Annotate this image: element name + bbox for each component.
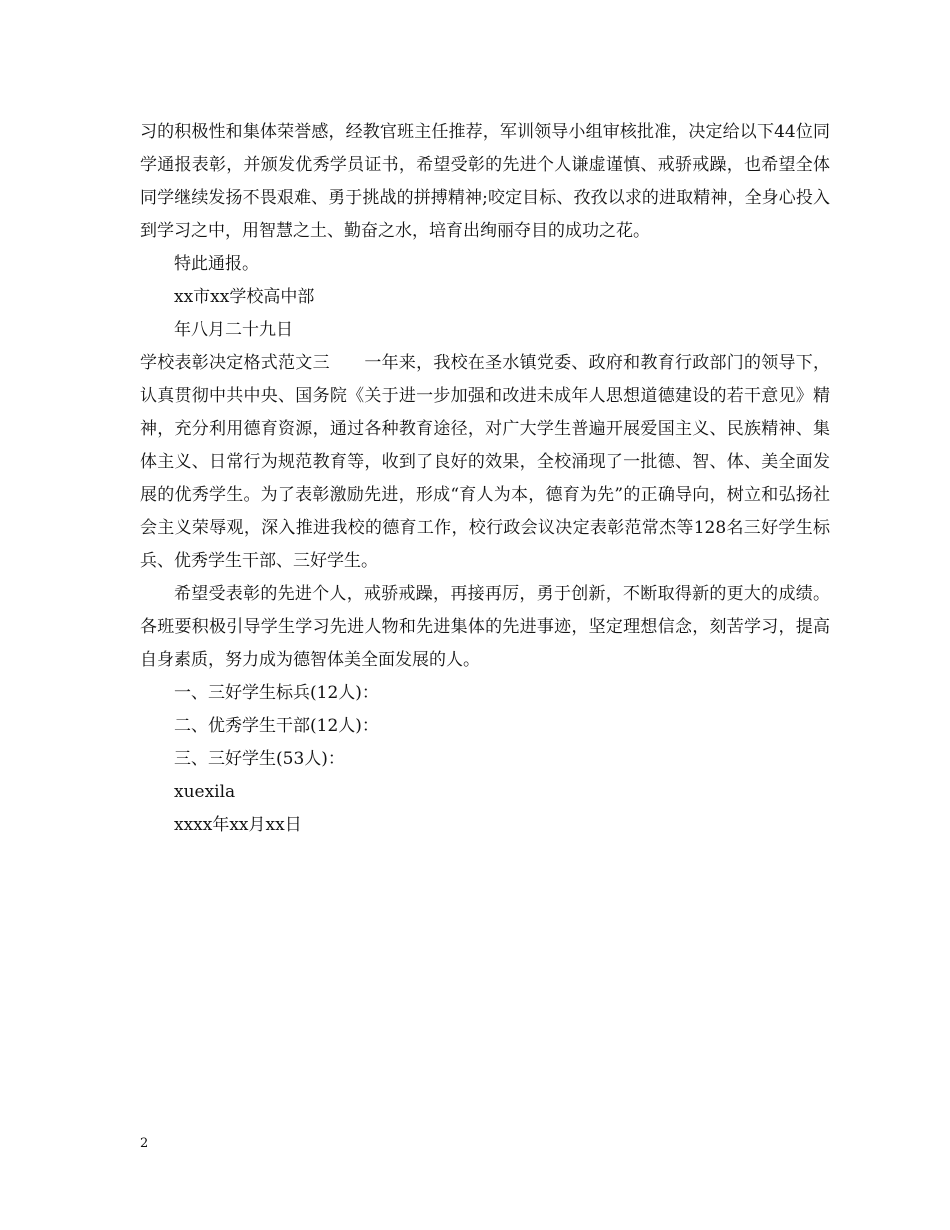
paragraph-site-mark: xuexila	[174, 782, 236, 802]
paragraph-sample-three: 学校表彰决定格式范文三 一年来，我校在圣水镇党委、政府和教育行政部门的领导下，认真贯彻中共中央、国务院《关于进一步加强和改进未成年人思想道德建设的若干意见》精神，充分利用德育资源，通过各种教育途径，对广大学生普遍开展爱国主义、民族精神、集体主义、日常行为规范教育等，收到了良好的效果，全校涌现了一批德、智、体、美全面发展的优秀学生。为了表彰激励先进，形成“育人为本，德育为先”的正确导向，树立和弘扬社会主义荣辱观，深入推进我校的德育工作，校行政会议决定表彰范常杰等128名三好学生标兵、优秀学生干部、三好学生。	[140, 353, 830, 571]
document-body	[140, 116, 830, 842]
paragraph-issuer: xx市xx学校高中部	[174, 287, 315, 307]
list-item-model-students: 一、三好学生标兵(12人)：	[174, 683, 379, 703]
page-number: 2	[140, 1136, 149, 1151]
list-item-good-students: 三、三好学生(53人)：	[174, 749, 345, 769]
paragraph-hope: 希望受表彰的先进个人，戒骄戒躁，再接再厉，勇于创新，不断取得新的更大的成绩。各班要积极引导学生学习先进人物和先进集体的先进事迹，坚定理想信念，刻苦学习，提高自身素质，努力成为德智体美全面发展的人。	[140, 584, 830, 670]
paragraph-date: 年八月二十九日	[174, 320, 293, 340]
paragraph-notice-closing: 特此通报。	[174, 254, 259, 274]
list-item-student-leaders: 二、优秀学生干部(12人)：	[174, 716, 379, 736]
paragraph-commendation-continuation: 习的积极性和集体荣誉感，经教官班主任推荐，军训领导小组审核批准，决定给以下44位同学通报表彰，并颁发优秀学员证书，希望受彰的先进个人谦虚谨慎、戒骄戒躁，也希望全体同学继续发扬不畏艰难、勇于挑战的拼搏精神;咬定目标、孜孜以求的进取精神，全身心投入到学习之中，用智慧之土、勤奋之水，培育出绚丽夺目的成功之花。	[140, 122, 830, 241]
paragraph-final-date: xxxx年xx月xx日	[174, 815, 302, 835]
